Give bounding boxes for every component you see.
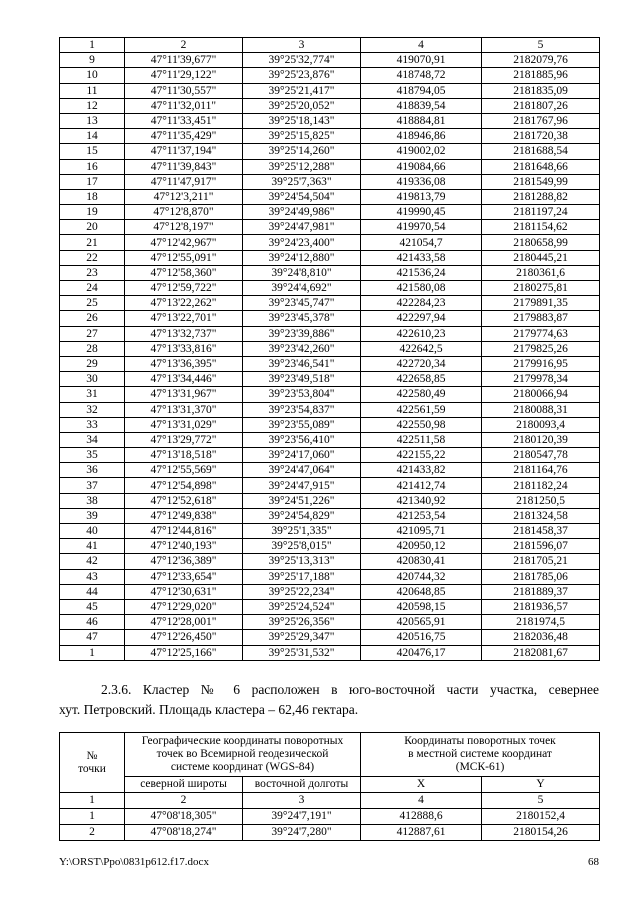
table-cell: 39°24'4,692"	[243, 281, 361, 296]
table-cell: 418884,81	[361, 113, 482, 128]
table-cell: 2180093,4	[482, 417, 600, 432]
table-cell: 24	[60, 281, 125, 296]
table-cell: 39°24'17,060"	[243, 448, 361, 463]
table-row	[60, 250, 600, 265]
coordinates-table-body	[60, 38, 600, 661]
table-cell: 47°11'29,122"	[125, 68, 243, 83]
table-cell: 2181154,62	[482, 220, 600, 235]
table-cell: 47°12'42,967"	[125, 235, 243, 250]
table-cell: 14	[60, 129, 125, 144]
table-cell: 2181835,09	[482, 83, 600, 98]
table-cell: 47°12'55,091"	[125, 250, 243, 265]
table-cell: 19	[60, 205, 125, 220]
table-cell: 10	[60, 68, 125, 83]
table-cell: 39°23'56,410"	[243, 432, 361, 447]
table-cell: 2179883,87	[482, 311, 600, 326]
table-cell: 419990,45	[361, 205, 482, 220]
table-cell: 47°12'28,001"	[125, 615, 243, 630]
table-cell: 47°11'37,194"	[125, 144, 243, 159]
table-cell: 412888,6	[361, 809, 482, 825]
table-cell: 2181324,58	[482, 508, 600, 523]
table-numbering-row	[60, 793, 600, 809]
table-cell: 47°11'32,011"	[125, 98, 243, 113]
table-row	[60, 311, 600, 326]
table-cell: 2180275,81	[482, 281, 600, 296]
table-cell: 422720,34	[361, 356, 482, 371]
table-cell: 2179978,34	[482, 372, 600, 387]
table-cell: 11	[60, 83, 125, 98]
table-cell: 39°25'14,260"	[243, 144, 361, 159]
table-cell: 39°25'31,532"	[243, 645, 361, 660]
table-row	[60, 220, 600, 235]
table-cell: 2181549,99	[482, 174, 600, 189]
table-cell: 2181596,07	[482, 539, 600, 554]
table-cell: 31	[60, 387, 125, 402]
table-cell: 420516,75	[361, 630, 482, 645]
table-cell: 2181250,5	[482, 493, 600, 508]
table-cell: 422642,5	[361, 341, 482, 356]
table-cell: 2179891,35	[482, 296, 600, 311]
table-cell: 39°23'53,804"	[243, 387, 361, 402]
table-cell: 39°23'42,260"	[243, 341, 361, 356]
table-cell: 42	[60, 554, 125, 569]
table-cell: 2181164,76	[482, 463, 600, 478]
table-cell: 47°12'33,654"	[125, 569, 243, 584]
table-cell: 420744,32	[361, 569, 482, 584]
table-header-row	[60, 733, 600, 777]
table-cell: 47°12'59,722"	[125, 281, 243, 296]
table-cell: 39°25'22,234"	[243, 584, 361, 599]
table-cell: 47°12'58,360"	[125, 265, 243, 280]
table-cell: 1	[60, 38, 125, 53]
table-cell: 2181974,5	[482, 615, 600, 630]
table-row	[60, 174, 600, 189]
table-cell: 421054,7	[361, 235, 482, 250]
table-cell: 47°12'44,816"	[125, 524, 243, 539]
table-cell: 421412,74	[361, 478, 482, 493]
table-row	[60, 387, 600, 402]
table-cell: 39	[60, 508, 125, 523]
table-row	[60, 584, 600, 599]
table-cell: 21	[60, 235, 125, 250]
table-cell: 3	[243, 793, 361, 809]
table-cell: 30	[60, 372, 125, 387]
table-cell: 39°25'18,143"	[243, 113, 361, 128]
table-cell: 47	[60, 630, 125, 645]
table-cell: 39°25'20,052"	[243, 98, 361, 113]
table-row	[60, 205, 600, 220]
table-cell: 47°13'22,701"	[125, 311, 243, 326]
table-cell: 34	[60, 432, 125, 447]
coordinates-table-cluster-5	[59, 37, 600, 661]
table-cell: 418946,86	[361, 129, 482, 144]
table-row	[60, 599, 600, 614]
header-line: №	[86, 749, 98, 762]
table-cell: 2	[125, 793, 243, 809]
table-cell: 20	[60, 220, 125, 235]
table-cell: 2	[125, 38, 243, 53]
table-cell: 5	[482, 38, 600, 53]
table-cell: 420648,85	[361, 584, 482, 599]
table-cell: 2180154,26	[482, 825, 600, 841]
table-cell: 2181688,54	[482, 144, 600, 159]
table-row	[60, 129, 600, 144]
table-cell: 39°25'17,188"	[243, 569, 361, 584]
table-cell: 44	[60, 584, 125, 599]
table-row	[60, 554, 600, 569]
table-cell: 47°13'32,737"	[125, 326, 243, 341]
table-cell: 2181767,96	[482, 113, 600, 128]
table-cell: 421580,08	[361, 281, 482, 296]
table-row	[60, 356, 600, 371]
table-cell: 422561,59	[361, 402, 482, 417]
table-cell: 2181785,06	[482, 569, 600, 584]
table-row	[60, 296, 600, 311]
table-cell: 2182036,48	[482, 630, 600, 645]
table-cell: 45	[60, 599, 125, 614]
table-row	[60, 539, 600, 554]
table-cell: 2181936,57	[482, 599, 600, 614]
table-row	[60, 508, 600, 523]
table-cell: 422297,94	[361, 311, 482, 326]
table-cell: 47°12'54,898"	[125, 478, 243, 493]
table-cell: 29	[60, 356, 125, 371]
table-cell: 39°23'49,518"	[243, 372, 361, 387]
table-row	[60, 326, 600, 341]
table-cell: 39°25'23,876"	[243, 68, 361, 83]
table-cell: 39°25'29,347"	[243, 630, 361, 645]
table-cell: 2180088,31	[482, 402, 600, 417]
table-row	[60, 645, 600, 660]
geographic-coordinates-header	[125, 733, 361, 777]
table-cell: 39°24'12,880"	[243, 250, 361, 265]
table-cell: 27	[60, 326, 125, 341]
table-cell: 422610,23	[361, 326, 482, 341]
table-cell: 422284,23	[361, 296, 482, 311]
table-cell: 419084,66	[361, 159, 482, 174]
table-cell: 47°12'49,838"	[125, 508, 243, 523]
table-cell: 28	[60, 341, 125, 356]
footer-file-path: Y:\ORST\Ppo\0831p612.f17.docx	[59, 856, 209, 868]
header-line: точек во Всемирной геодезической	[156, 748, 329, 760]
x-header: X	[361, 777, 482, 793]
table-cell: 5	[482, 793, 600, 809]
table-cell: 422658,85	[361, 372, 482, 387]
table-cell: 39°25'26,356"	[243, 615, 361, 630]
table-cell: 2181720,38	[482, 129, 600, 144]
table-cell: 47°12'25,166"	[125, 645, 243, 660]
table-row	[60, 189, 600, 204]
table-row	[60, 463, 600, 478]
header-line: Географические координаты поворотных	[141, 735, 344, 747]
table-cell: 39°25'12,288"	[243, 159, 361, 174]
table-numbering-row	[60, 38, 600, 53]
table-cell: 419336,08	[361, 174, 482, 189]
table-cell: 46	[60, 615, 125, 630]
header-line: системе координат (WGS-84)	[170, 761, 315, 773]
table-row	[60, 83, 600, 98]
table-cell: 13	[60, 113, 125, 128]
table-row	[60, 98, 600, 113]
longitude-header: восточной долготы	[243, 777, 361, 793]
paragraph-line: хут. Петровский. Площадь кластера – 62,46 гектара.	[59, 702, 359, 717]
table-cell: 47°11'35,429"	[125, 129, 243, 144]
table-cell: 39°24'47,981"	[243, 220, 361, 235]
header-line: точки	[78, 762, 106, 775]
table-cell: 3	[243, 38, 361, 53]
table-cell: 2181182,24	[482, 478, 600, 493]
table-subheader-row	[60, 777, 600, 793]
table-cell: 18	[60, 189, 125, 204]
table-cell: 2180120,39	[482, 432, 600, 447]
table-cell: 47°13'22,262"	[125, 296, 243, 311]
table-cell: 2182081,67	[482, 645, 600, 660]
table-cell: 421433,82	[361, 463, 482, 478]
table-cell: 39°23'54,837"	[243, 402, 361, 417]
table-cell: 39°24'49,986"	[243, 205, 361, 220]
table-cell: 17	[60, 174, 125, 189]
table-cell: 39°25'21,417"	[243, 83, 361, 98]
table-cell: 35	[60, 448, 125, 463]
table-cell: 39°24'47,915"	[243, 478, 361, 493]
page-number: 68	[588, 856, 599, 868]
table-row	[60, 448, 600, 463]
table-cell: 47°11'33,451"	[125, 113, 243, 128]
table-cell: 422550,98	[361, 417, 482, 432]
table-cell: 420950,12	[361, 539, 482, 554]
table-cell: 47°12'55,569"	[125, 463, 243, 478]
table-row	[60, 432, 600, 447]
table-cell: 421536,24	[361, 265, 482, 280]
table-cell: 39°23'46,541"	[243, 356, 361, 371]
table-cell: 39°24'7,191"	[243, 809, 361, 825]
coordinates-table-body	[60, 733, 600, 841]
table-cell: 47°12'40,193"	[125, 539, 243, 554]
table-row	[60, 615, 600, 630]
table-cell: 9	[60, 53, 125, 68]
table-cell: 39°24'47,064"	[243, 463, 361, 478]
table-cell: 39°24'51,226"	[243, 493, 361, 508]
table-cell: 38	[60, 493, 125, 508]
table-cell: 39°24'54,829"	[243, 508, 361, 523]
table-row	[60, 402, 600, 417]
table-cell: 418794,05	[361, 83, 482, 98]
table-cell: 2180066,94	[482, 387, 600, 402]
table-cell: 39°25'7,363"	[243, 174, 361, 189]
table-row	[60, 341, 600, 356]
local-coordinates-header	[361, 733, 600, 777]
table-cell: 47°13'29,772"	[125, 432, 243, 447]
table-cell: 12	[60, 98, 125, 113]
table-cell: 1	[60, 809, 125, 825]
latitude-header: северной широты	[125, 777, 243, 793]
table-row	[60, 478, 600, 493]
table-row	[60, 493, 600, 508]
table-cell: 43	[60, 569, 125, 584]
table-cell: 36	[60, 463, 125, 478]
table-row	[60, 809, 600, 825]
table-cell: 39°25'15,825"	[243, 129, 361, 144]
table-cell: 47°12'8,197"	[125, 220, 243, 235]
table-cell: 2180361,6	[482, 265, 600, 280]
table-cell: 412887,61	[361, 825, 482, 841]
table-cell: 47°12'29,020"	[125, 599, 243, 614]
table-cell: 2181197,24	[482, 205, 600, 220]
table-row	[60, 144, 600, 159]
table-cell: 39°24'8,810"	[243, 265, 361, 280]
table-row	[60, 569, 600, 584]
table-cell: 15	[60, 144, 125, 159]
table-cell: 47°11'30,557"	[125, 83, 243, 98]
header-line: Координаты поворотных точек	[404, 735, 556, 747]
table-cell: 2179916,95	[482, 356, 600, 371]
table-cell: 419002,02	[361, 144, 482, 159]
table-cell: 2179774,63	[482, 326, 600, 341]
table-cell: 40	[60, 524, 125, 539]
table-cell: 422155,22	[361, 448, 482, 463]
table-cell: 1	[60, 793, 125, 809]
table-cell: 39°24'54,504"	[243, 189, 361, 204]
table-cell: 2179825,26	[482, 341, 600, 356]
table-row	[60, 68, 600, 83]
table-cell: 47°12'30,631"	[125, 584, 243, 599]
table-cell: 419070,91	[361, 53, 482, 68]
table-cell: 39°24'7,280"	[243, 825, 361, 841]
table-row	[60, 524, 600, 539]
table-cell: 418748,72	[361, 68, 482, 83]
table-cell: 39°25'13,313"	[243, 554, 361, 569]
table-row	[60, 159, 600, 174]
table-cell: 419970,54	[361, 220, 482, 235]
table-cell: 39°23'45,747"	[243, 296, 361, 311]
table-cell: 47°13'31,029"	[125, 417, 243, 432]
table-cell: 2182079,76	[482, 53, 600, 68]
table-cell: 41	[60, 539, 125, 554]
table-row	[60, 53, 600, 68]
table-cell: 47°12'52,618"	[125, 493, 243, 508]
table-cell: 39°25'1,335"	[243, 524, 361, 539]
table-cell: 2180658,99	[482, 235, 600, 250]
table-cell: 2180445,21	[482, 250, 600, 265]
table-cell: 22	[60, 250, 125, 265]
coordinates-table-cluster-6	[59, 732, 600, 841]
table-cell: 2181885,96	[482, 68, 600, 83]
table-cell: 422580,49	[361, 387, 482, 402]
table-cell: 421253,54	[361, 508, 482, 523]
table-row	[60, 825, 600, 841]
table-cell: 33	[60, 417, 125, 432]
header-line: (МСК-61)	[455, 761, 505, 773]
cluster-6-description	[59, 680, 599, 720]
table-cell: 47°13'34,446"	[125, 372, 243, 387]
table-cell: 47°12'8,870"	[125, 205, 243, 220]
table-cell: 47°08'18,274"	[125, 825, 243, 841]
table-row	[60, 281, 600, 296]
table-cell: 39°25'32,774"	[243, 53, 361, 68]
table-row	[60, 235, 600, 250]
point-number-header	[60, 733, 125, 793]
table-cell: 32	[60, 402, 125, 417]
table-cell: 47°12'26,450"	[125, 630, 243, 645]
table-cell: 2181288,82	[482, 189, 600, 204]
table-row	[60, 113, 600, 128]
table-cell: 47°12'36,389"	[125, 554, 243, 569]
table-cell: 421433,58	[361, 250, 482, 265]
table-cell: 4	[361, 793, 482, 809]
table-cell: 2181705,21	[482, 554, 600, 569]
table-cell: 47°11'39,677"	[125, 53, 243, 68]
table-cell: 2180547,78	[482, 448, 600, 463]
table-cell: 39°23'55,089"	[243, 417, 361, 432]
table-cell: 2181807,26	[482, 98, 600, 113]
table-cell: 421095,71	[361, 524, 482, 539]
table-cell: 39°23'39,886"	[243, 326, 361, 341]
table-cell: 47°13'36,395"	[125, 356, 243, 371]
table-cell: 39°25'8,015"	[243, 539, 361, 554]
table-cell: 47°12'3,211"	[125, 189, 243, 204]
table-cell: 47°13'31,370"	[125, 402, 243, 417]
table-cell: 39°23'45,378"	[243, 311, 361, 326]
table-cell: 26	[60, 311, 125, 326]
table-cell: 4	[361, 38, 482, 53]
table-cell: 420598,15	[361, 599, 482, 614]
table-cell: 37	[60, 478, 125, 493]
paragraph-line: 2.3.6. Кластер № 6 расположен в юго-восточной части участка, севернее	[101, 682, 599, 697]
table-cell: 47°13'33,816"	[125, 341, 243, 356]
table-cell: 25	[60, 296, 125, 311]
table-cell: 47°13'31,967"	[125, 387, 243, 402]
table-cell: 16	[60, 159, 125, 174]
table-row	[60, 265, 600, 280]
table-cell: 2181889,37	[482, 584, 600, 599]
table-cell: 47°11'47,917"	[125, 174, 243, 189]
table-cell: 420476,17	[361, 645, 482, 660]
table-row	[60, 630, 600, 645]
table-cell: 420830,41	[361, 554, 482, 569]
table-cell: 47°08'18,305"	[125, 809, 243, 825]
table-row	[60, 372, 600, 387]
table-cell: 47°11'39,843"	[125, 159, 243, 174]
table-cell: 2181458,37	[482, 524, 600, 539]
y-header: Y	[482, 777, 600, 793]
table-cell: 39°25'24,524"	[243, 599, 361, 614]
table-cell: 418839,54	[361, 98, 482, 113]
table-cell: 47°13'18,518"	[125, 448, 243, 463]
header-line: в местной системе координат	[408, 748, 552, 760]
table-cell: 419813,79	[361, 189, 482, 204]
table-cell: 23	[60, 265, 125, 280]
table-cell: 421340,92	[361, 493, 482, 508]
table-cell: 39°24'23,400"	[243, 235, 361, 250]
table-cell: 2180152,4	[482, 809, 600, 825]
table-cell: 420565,91	[361, 615, 482, 630]
table-row	[60, 417, 600, 432]
table-cell: 1	[60, 645, 125, 660]
table-cell: 2	[60, 825, 125, 841]
table-cell: 2181648,66	[482, 159, 600, 174]
table-cell: 422511,58	[361, 432, 482, 447]
